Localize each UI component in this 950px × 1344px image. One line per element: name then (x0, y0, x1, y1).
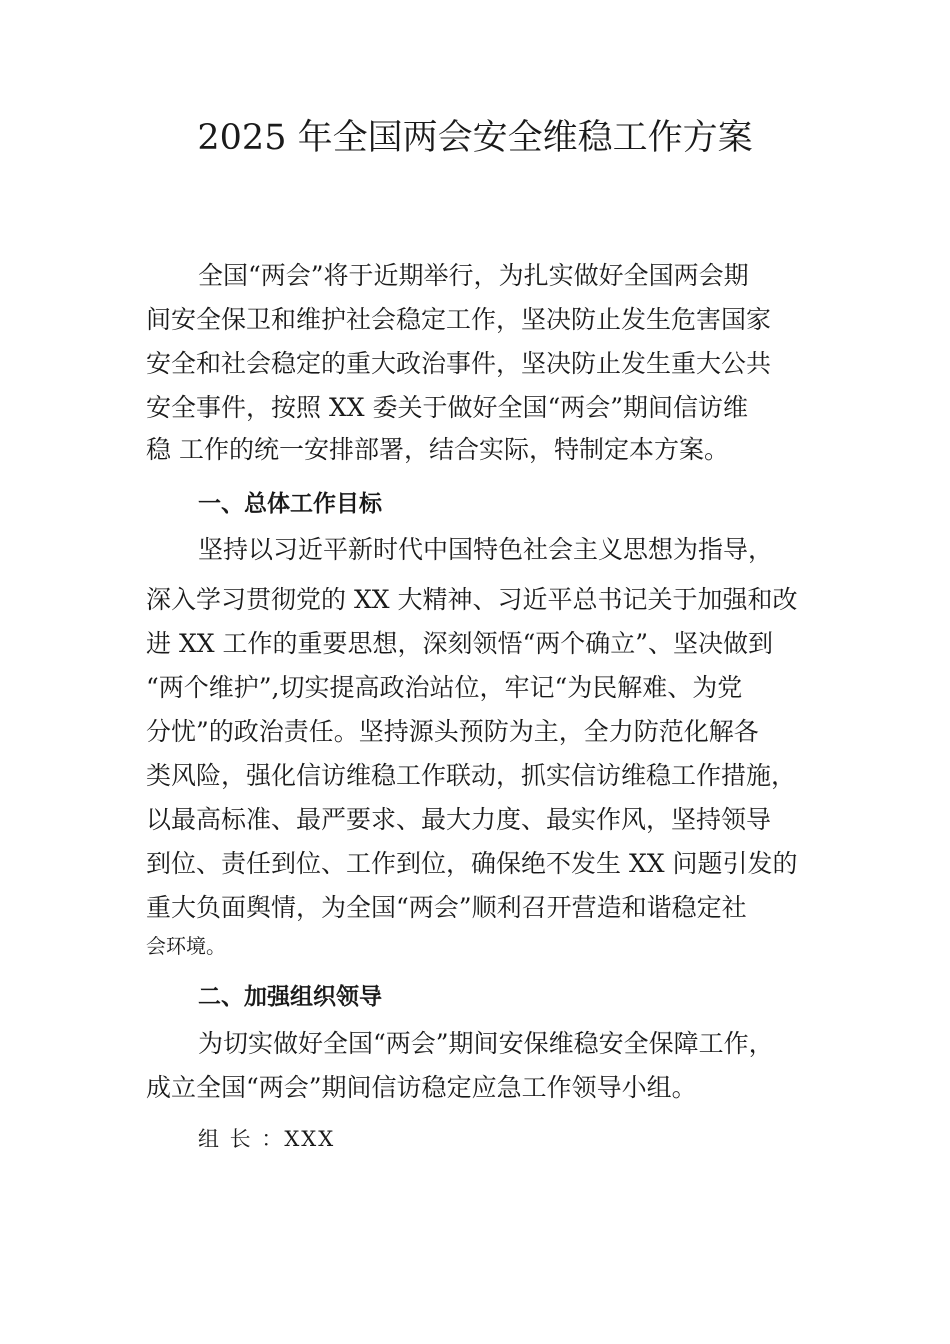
section-1-line-7: 以最高标准、最严要求、最大力度、最实作风，坚持领导 (146, 805, 772, 834)
section-1-line-5: 分忧”的政治责任。坚持源头预防为主，全力防范化解各 (146, 717, 759, 746)
section-1-line-10: 会环境。 (146, 934, 226, 958)
section-1-line-1: 坚持以习近平新时代中国特色社会主义思想为指导， (198, 535, 774, 564)
document-title: 2025 年全国两会安全维稳工作方案 (197, 118, 753, 158)
section-2-line-2: 成立全国“两会”期间信访稳定应急工作领导小组。 (146, 1073, 697, 1102)
intro-line-3: 安全和社会稳定的重大政治事件，坚决防止发生重大公共 (146, 349, 772, 378)
section-1-line-3: 进 XX 工作的重要思想，深刻领悟“两个确立”、坚决做到 (146, 629, 774, 658)
intro-line-4: 安全事件，按照 XX 委关于做好全国“两会”期间信访维 (146, 393, 749, 422)
section-1-line-4: “两个维护”,切实提高政治站位，牢记“为民解难、为党 (146, 673, 743, 702)
section-1-line-8: 到位、责任到位、工作到位，确保绝不发生 XX 问题引发的 (146, 849, 798, 878)
section-1-line-2: 深入学习贯彻党的 XX 大精神、习近平总书记关于加强和改 (146, 585, 798, 614)
section-2-line-1: 为切实做好全国“两会”期间安保维稳安全保障工作， (198, 1029, 774, 1058)
group-leader-entry: 组 长 ：XXX (198, 1127, 336, 1151)
intro-line-2: 间安全保卫和维护社会稳定工作，坚决防止发生危害国家 (146, 305, 772, 334)
intro-line-1: 全国“两会”将于近期举行，为扎实做好全国两会期 (198, 261, 749, 290)
intro-line-5: 稳 工作的统一安排部署，结合实际，特制定本方案。 (146, 435, 729, 464)
section-2-heading: 二、加强组织领导 (198, 984, 382, 1010)
section-1-heading: 一、总体工作目标 (198, 491, 382, 517)
section-1-line-6: 类风险，强化信访维稳工作联动，抓实信访维稳工作措施， (146, 761, 797, 790)
section-1-line-9: 重大负面舆情，为全国“两会”顺利召开营造和谐稳定社 (146, 893, 747, 922)
